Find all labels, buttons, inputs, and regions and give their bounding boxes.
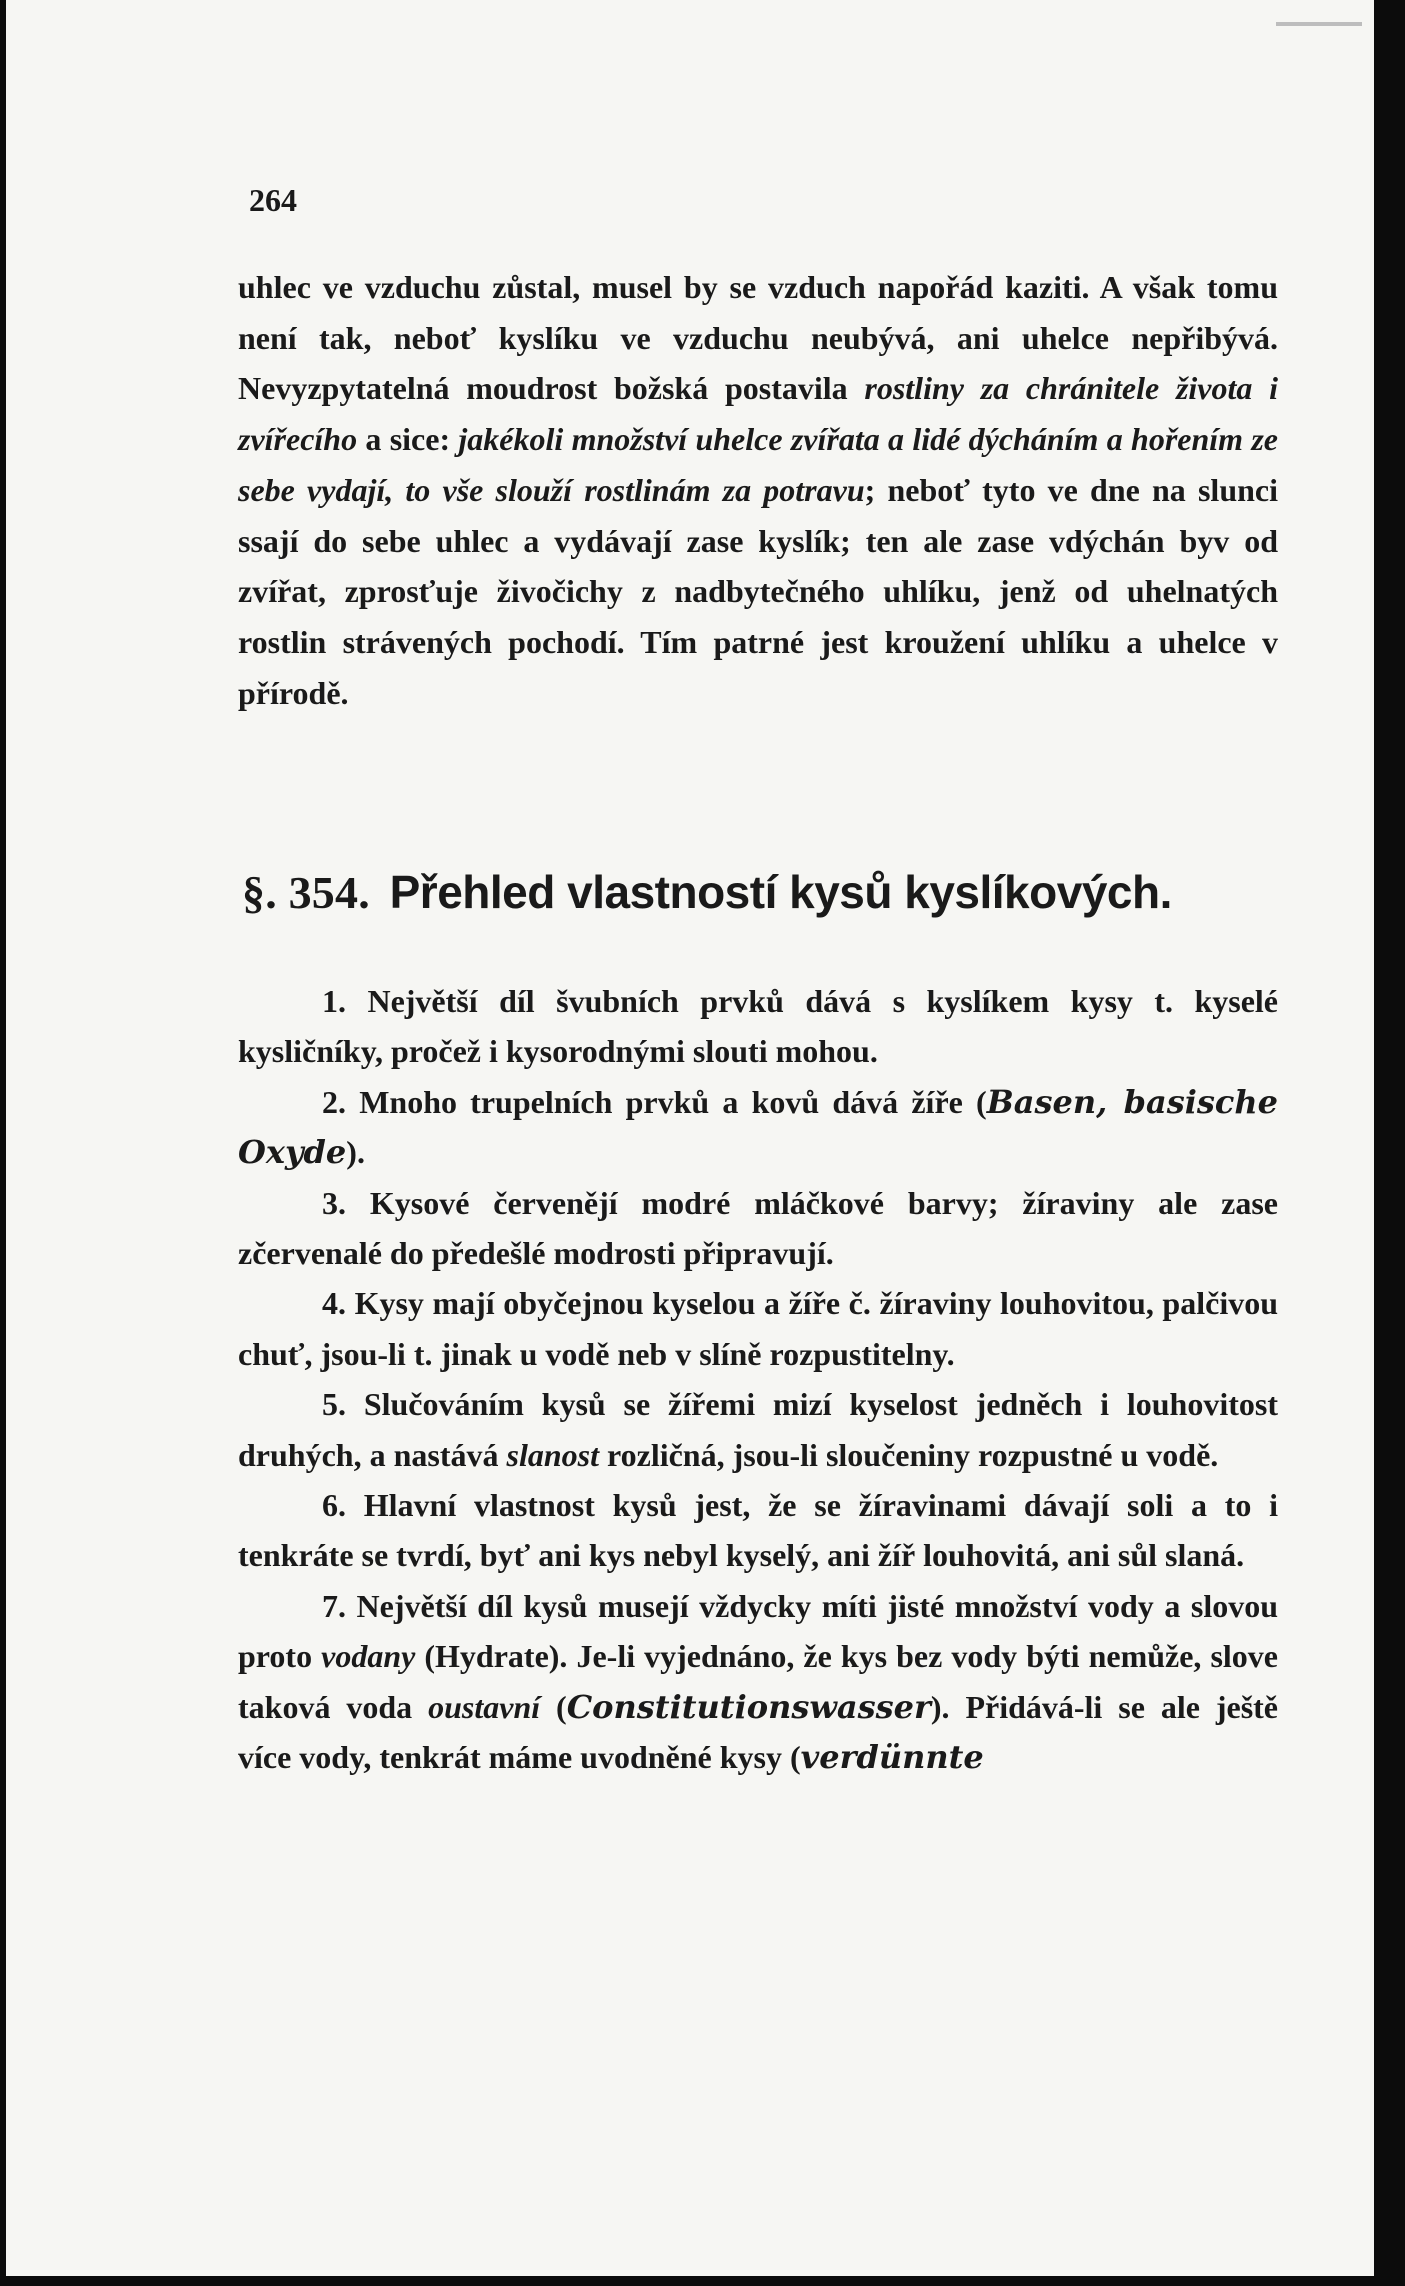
property-item: [238, 976, 1278, 1077]
property-item: [238, 1581, 1278, 1783]
intro-italic-phrase: rostliny za chránitele života i zvířecího: [238, 370, 1278, 458]
intro-text-run: ; neboť tyto ve dne na slunci ssají do sebe uhlec a vydávají zase kyslík; ten ale zase vdýchán byv od zvířat, zprosťuje živočichy z nadbytečného uhlíku, jenž od uhelnatých rostlin strávených pochodí. Tím patrné jest kroužení uhlíku a uhelce v přírodě.: [238, 471, 1279, 711]
section-heading: [242, 862, 1282, 923]
italic-term: slanost: [506, 1436, 599, 1473]
property-item-number: 2.: [322, 1083, 346, 1120]
property-item: [238, 1379, 1278, 1480]
section-title: Přehled vlastností kysů kyslíkových.: [389, 866, 1172, 918]
property-list: [238, 976, 1278, 1783]
scan-edge-mark: [1276, 22, 1362, 26]
property-item-text: ).: [346, 1134, 365, 1171]
property-item-text: (: [540, 1688, 567, 1725]
intro-paragraph: [238, 262, 1278, 718]
intro-text-run: uhlec ve vzduchu zůstal, musel by se vzduch napořád kaziti. A však tomu není tak, neboť kyslíku ve vzduchu neubývá, ani uhelce nepřibývá. Nevyzpytatelná moudrost božská postavila: [238, 269, 1278, 407]
german-term: Constitutionswasser: [566, 1687, 931, 1726]
property-item-number: 1.: [322, 983, 346, 1019]
property-item-text: Největší díl švubních prvků dává s kyslíkem kysy t. kyselé kysličníky, pročež i kysorodnými slouti mohou.: [238, 983, 1278, 1070]
property-item: [238, 1077, 1278, 1178]
property-item: [238, 1480, 1278, 1581]
property-item-text: Mnoho trupelních prvků a kovů dává žíře (: [346, 1083, 987, 1120]
property-item-text: Hlavní vlastnost kysů jest, že se žíravinami dávají soli a to i tenkráte se tvrdí, byť ani kys nebyl kyselý, ani žíř louhovitá, ani sůl slaná.: [238, 1487, 1278, 1574]
property-item-number: 3.: [322, 1184, 346, 1221]
section-number: §. 354.: [242, 867, 370, 918]
page-number: 264: [249, 182, 297, 218]
italic-term: oustavní: [428, 1688, 541, 1725]
book-page: [6, 0, 1374, 2276]
property-item: [238, 1278, 1278, 1379]
property-item-text: Kysové červenějí modré mláčkové barvy; žíraviny ale zase zčervenalé do předešlé modrosti připravují.: [238, 1184, 1278, 1272]
german-term: Basen, basische Oxyde: [238, 1082, 1279, 1172]
property-item-number: 4.: [322, 1285, 346, 1322]
property-item-number: 5.: [322, 1386, 346, 1423]
property-item: [238, 1178, 1278, 1279]
italic-term: vodany: [321, 1638, 416, 1675]
property-item-text: Největší díl kysů musejí vždycky míti jisté množství vody a slovou proto: [238, 1587, 1278, 1675]
german-term: verdünnte: [800, 1738, 984, 1777]
intro-text-run: a sice:: [357, 421, 459, 458]
property-item-number: 7.: [322, 1587, 346, 1624]
property-item-number: 6.: [322, 1487, 346, 1524]
property-item-text: Kysy mají obyčejnou kyselou a žíře č. žíraviny louhovitou, palčivou chuť, jsou-li t. jinak u vodě neb v slíně rozpustitelny.: [238, 1285, 1278, 1372]
property-item-text: Slučováním kysů se žířemi mizí kyselost jedněch i louhovitost druhých, a nastává: [238, 1386, 1278, 1473]
property-item-text: (Hydrate). Je-li vyjednáno, že kys bez vody býti nemůže, slove taková voda: [238, 1638, 1279, 1725]
intro-text: [238, 262, 1278, 718]
intro-italic-phrase: jakékoli množství uhelce zvířata a lidé dýcháním a hořením ze sebe vydají, to vše slouží rostlinám za potravu: [238, 421, 1279, 508]
property-item-text: rozličná, jsou-li sloučeniny rozpustné u vodě.: [598, 1436, 1219, 1473]
property-item-text: ). Přidává-li se ale ještě více vody, tenkrát máme uvodněné kysy (: [238, 1688, 1279, 1776]
